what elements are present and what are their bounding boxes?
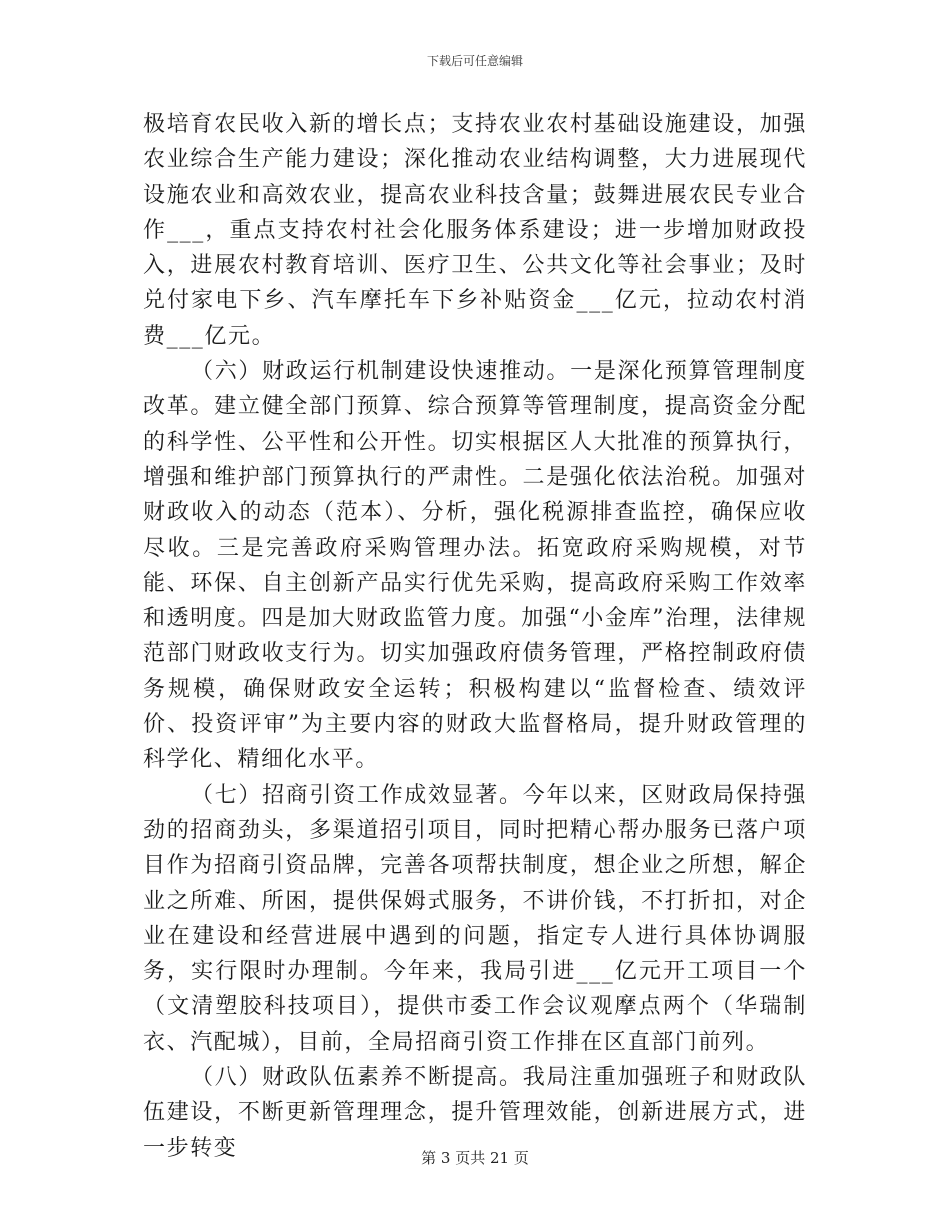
page-number: 第 3 页共 21 页: [421, 1149, 529, 1167]
document-body: [143, 107, 807, 1166]
paragraph-section-7: （七）招商引资工作成效显著。今年以来，区财政局保持强劲的招商劲头，多渠道招引项目，同时把精心帮办服务已落户项目作为招商引资品牌，完善各项帮扶制度，想企业之所想，解企业之所难、所困，提供保姆式服务，不讲价钱，不打折扣，对企业在建设和经营进展中遇到的问题，指定专人进行具体协调服务，实行限时办理制。今年来，我局引进___亿元开工项目一个（文清塑胶科技项目），提供市委工作会议观摩点两个（华瑞制衣、汽配城），目前，全局招商引资工作排在区直部门前列。: [143, 782, 807, 1055]
paragraph-continuation: 极培育农民收入新的增长点；支持农业农村基础设施建设，加强农业综合生产能力建设；深化推动农业结构调整，大力进展现代设施农业和高效农业，提高农业科技含量；鼓舞进展农民专业合作___，重点支持农村社会化服务体系建设；进一步增加财政投入，进展农村教育培训、医疗卫生、公共文化等社会事业；及时兑付家电下乡、汽车摩托车下乡补贴资金___亿元，拉动农村消费___亿元。: [143, 112, 807, 349]
page-header-note: 下载后可任意编辑: [426, 54, 523, 68]
paragraph-section-6: （六）财政运行机制建设快速推动。一是深化预算管理制度改革。建立健全部门预算、综合预算等管理制度，提高资金分配的科学性、公平性和公开性。切实根据区人大批准的预算执行，增强和维护部门预算执行的严肃性。二是强化依法治税。加强对财政收入的动态（范本）、分析，强化税源排查监控，确保应收尽收。三是完善政府采购管理办法。拓宽政府采购规模，对节能、环保、自主创新产品实行优先采购，提高政府采购工作效率和透明度。四是加大财政监管力度。加强“小金库”治理，法律规范部门财政收支行为。切实加强政府债务管理，严格控制政府债务规模，确保财政安全运转；积极构建以“监督检查、绩效评价、投资评审”为主要内容的财政大监督格局，提升财政管理的科学化、精细化水平。: [143, 359, 807, 773]
paragraph-section-8: （八）财政队伍素养不断提高。我局注重加强班子和财政队伍建设，不断更新管理理念，提升管理效能，创新进展方式，进一步转变: [143, 1065, 807, 1161]
